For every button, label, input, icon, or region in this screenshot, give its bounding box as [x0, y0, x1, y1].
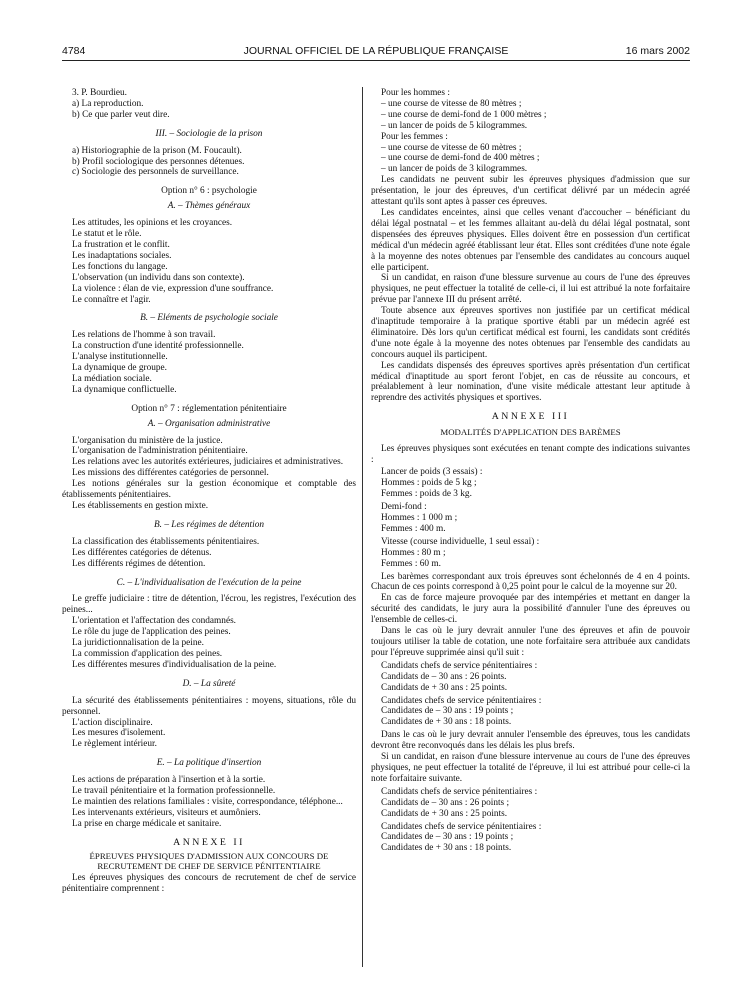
list-item: Femmes : 400 m.	[381, 523, 446, 534]
list-item: La sécurité des établissements pénitentiaires : moyens, situations, rôle du personnel.	[62, 695, 356, 717]
list-item: La construction d'une identité professionnelle.	[72, 341, 244, 352]
list-item: – une course de vitesse de 60 mètres ;	[381, 142, 522, 153]
list-item: Les attitudes, les opinions et les croyances.	[72, 218, 233, 229]
score-title: Candidates chefs de service pénitentiaires :	[381, 695, 542, 706]
subsection-heading: E. – La politique d'insertion	[156, 758, 262, 769]
subsection-heading: A. – Organisation administrative	[147, 418, 271, 429]
header-rule	[62, 60, 690, 61]
list-item: L'action disciplinaire.	[72, 717, 153, 728]
list-item: Le statut et le rôle.	[72, 229, 142, 240]
left-column	[62, 88, 356, 895]
list-item: La frustration et le conflit.	[72, 239, 170, 250]
score-item: Candidats de – 30 ans : 26 points ;	[381, 797, 510, 808]
list-item: a) Historiographie de la prison (M. Foucault).	[72, 145, 242, 156]
list-item: La dynamique de groupe.	[72, 363, 168, 374]
list-item: Femmes : 60 m.	[381, 558, 441, 569]
list-intro: Pour les femmes :	[381, 131, 448, 142]
paragraph: Les candidats dispensés des épreuves sportives après présentation d'un certificat médical d'inaptitude au sport feront l'objet, en cas de réussite au concours, et préalablement à leur nomination, d'une visite médicale attestant leur aptitude à reprendre des activités physiques et sportives.	[371, 360, 690, 404]
list-item: Hommes : 80 m ;	[381, 547, 446, 558]
list-item: Les établissements en gestion mixte.	[72, 501, 209, 511]
event-title: Vitesse (course individuelle, 1 seul essai) :	[381, 536, 540, 547]
score-item: Candidates de – 30 ans : 19 points ;	[381, 832, 514, 843]
list-item: – un lancer de poids de 3 kilogrammes.	[381, 164, 528, 175]
list-item: L'observation (un individu dans son contexte).	[72, 272, 245, 283]
annexe-title: ANNEXE II	[173, 836, 245, 848]
list-item: La juridictionnalisation de la peine.	[72, 638, 204, 649]
subsection-heading: B. – Les régimes de détention	[154, 519, 264, 530]
list-item: Le greffe judiciaire : titre de détention, l'écrou, les registres, l'exécution des peines...	[62, 594, 356, 616]
list-item: Hommes : 1 000 m ;	[381, 513, 458, 524]
list-item: Le règlement intérieur.	[72, 739, 157, 750]
list-item: Les mesures d'isolement.	[72, 728, 166, 739]
list-item: c) Sociologie des personnels de surveillance.	[72, 167, 239, 178]
option-heading: Option n° 6 : psychologie	[161, 186, 257, 197]
paragraph: Si un candidat, en raison d'une blessure survenue au cours de l'une des épreuves physiques, ne peut effectuer la totalité de celle-ci, il lui est attribué la note forfaitaire prévue par l'annexe III du présent arrêté.	[371, 273, 690, 306]
list-item: – une course de demi-fond de 400 mètres ;	[381, 153, 540, 164]
paragraph: Toute absence aux épreuves sportives non justifiée par un certificat médical d'inaptitude temporaire à la pratique sportive établi par un médecin agréé est éliminatoire. Dès lors qu'un certificat médical est fourni, les candidats sont crédités d'une note égale à la moyenne des notes obtenues par l'ensemble des candidats au concours auquel ils participent.	[371, 306, 690, 360]
paragraph: Les épreuves physiques sont exécutées en tenant compte des indications suivantes :	[371, 443, 690, 465]
score-title: Candidats chefs de service pénitentiaires :	[381, 660, 538, 671]
journal-title: JOURNAL OFFICIEL DE LA RÉPUBLIQUE FRANÇAISE	[243, 45, 509, 57]
list-item: Les missions des différentes catégories de personnel.	[72, 468, 269, 479]
right-column	[371, 88, 690, 854]
list-item: Les relations de l'homme à son travail.	[72, 330, 216, 341]
issue-date: 16 mars 2002	[625, 45, 690, 57]
list-intro: Pour les hommes :	[381, 88, 450, 98]
list-item: La violence : élan de vie, expression d'une souffrance.	[72, 283, 274, 294]
list-item: Les notions générales sur la gestion économique et comptable des établissements pénitentiaires.	[62, 479, 356, 501]
list-item: Le travail pénitentiaire et la formation professionnelle.	[72, 786, 276, 797]
section-heading: III. – Sociologie de la prison	[155, 128, 263, 139]
list-item: Hommes : poids de 5 kg ;	[381, 478, 477, 489]
paragraph: En cas de force majeure provoquée par des intempéries et mettant en danger la sécurité des candidats, le jury aura la possibilité d'annuler l'une des épreuves ou l'ensemble de celles-ci.	[371, 593, 690, 626]
list-item: Les inadaptations sociales.	[72, 250, 172, 261]
list-item: Le connaître et l'agir.	[72, 294, 151, 305]
event-title: Demi-fond :	[381, 502, 427, 513]
score-item: Candidats de – 30 ans : 26 points.	[381, 671, 507, 682]
list-item: – une course de vitesse de 80 mètres ;	[381, 98, 522, 109]
option-heading: Option n° 7 : réglementation pénitentiaire	[131, 403, 287, 414]
list-item: – une course de demi-fond de 1 000 mètres ;	[381, 109, 547, 120]
list-item: La médiation sociale.	[72, 373, 152, 384]
list-item: Les intervenants extérieurs, visiteurs et aumôniers.	[72, 807, 261, 818]
list-item: a) La reproduction.	[72, 98, 144, 109]
score-item: Candidates de – 30 ans : 19 points ;	[381, 706, 514, 717]
list-item: La classification des établissements pénitentiaires.	[72, 536, 260, 547]
event-title: Lancer de poids (3 essais) :	[381, 467, 483, 478]
score-title: Candidates chefs de service pénitentiaires :	[381, 821, 542, 832]
subsection-heading: D. – La sûreté	[182, 678, 236, 689]
list-item: La dynamique conflictuelle.	[72, 384, 177, 395]
list-item: b) Ce que parler veut dire.	[72, 109, 170, 120]
subsection-heading: C. – L'individualisation de l'exécution de la peine	[116, 577, 302, 588]
list-item: L'organisation de l'administration pénitentiaire.	[72, 446, 248, 457]
paragraph: Les candidats ne peuvent subir les épreuves physiques d'admission que sur présentation, le jour des épreuves, d'un certificat délivré par un médecin agréé attestant qu'ils sont aptes à passer ces épreuves.	[371, 175, 690, 208]
page-number: 4784	[62, 45, 86, 57]
list-item: Les fonctions du langage.	[72, 261, 168, 272]
list-item: Le rôle du juge de l'application des peines.	[72, 627, 231, 638]
list-item: Les actions de préparation à l'insertion et à la sortie.	[72, 775, 266, 786]
list-item: 3. P. Bourdieu.	[72, 88, 128, 98]
list-item: La prise en charge médicale et sanitaire.	[72, 818, 222, 829]
list-item: La commission d'application des peines.	[72, 648, 223, 659]
page-header	[62, 45, 690, 59]
subsection-heading: B. – Eléments de psychologie sociale	[140, 313, 278, 324]
list-item: L'analyse institutionnelle.	[72, 352, 168, 363]
paragraph: Dans le cas où le jury devrait annuler l'une des épreuves et afin de pouvoir toujours utiliser la table de cotation, une note forfaitaire sera attribuée aux candidats pour l'épreuve supprimée ainsi qu'il suit :	[371, 626, 690, 658]
score-item: Candidates de + 30 ans : 18 points.	[381, 717, 512, 728]
list-item: b) Profil sociologique des personnes détenues.	[72, 156, 245, 167]
subsection-heading: A. – Thèmes généraux	[167, 201, 251, 212]
paragraph: Si un candidat, en raison d'une blessure intervenue au cours de l'une des épreuves physiques, ne peut effectuer la totalité de l'épreuve, il lui est attribué pour celle-ci la note forfaitaire suivante.	[371, 752, 690, 784]
paragraph: Les candidates enceintes, ainsi que celles venant d'accoucher – bénéficiant du délai légal postnatal – et les femmes allaitant au-delà du délai légal postnatal, sont dispensées des épreuves physiques. Elles doivent être en possession d'un certificat médical d'un médecin agréé établissant leur état. Elles sont créditées d'une note égale à la moyenne des notes obtenues par l'ensemble des candidates au concours auquel elle participent.	[371, 207, 690, 273]
score-item: Candidats de + 30 ans : 25 points.	[381, 808, 508, 819]
list-item: Femmes : poids de 3 kg.	[381, 489, 472, 500]
list-item: Les relations avec les autorités extérieures, judiciaires et administratives.	[72, 457, 344, 468]
paragraph: Dans le cas où le jury devrait annuler l'ensemble des épreuves, tous les candidats devront être reconvoqués dans les délais les plus brefs.	[371, 730, 690, 752]
score-item: Candidates de + 30 ans : 18 points.	[381, 843, 512, 854]
annexe-title: ANNEXE III	[491, 411, 570, 423]
annexe-subtitle: ÉPREUVES PHYSIQUES D'ADMISSION AUX CONCOURS DE RECRUTEMENT DE CHEF DE SERVICE PÉNITENTIAIRE	[89, 850, 329, 871]
list-item: Le maintien des relations familiales : visite, correspondance, téléphone...	[72, 796, 343, 807]
list-item: Les différentes mesures d'individualisation de la peine.	[72, 659, 277, 670]
list-item: – un lancer de poids de 5 kilogrammes.	[381, 120, 528, 131]
score-item: Candidats de + 30 ans : 25 points.	[381, 682, 508, 693]
annexe-subtitle: MODALITÉS D'APPLICATION DES BARÈMES	[440, 427, 621, 438]
list-item: L'organisation du ministère de la justice.	[72, 435, 223, 446]
list-item: Les différents régimes de détention.	[72, 558, 206, 569]
paragraph: Les épreuves physiques des concours de recrutement de chef de service pénitentiaire comprennent :	[62, 873, 356, 895]
list-item: L'orientation et l'affectation des condamnés.	[72, 616, 237, 627]
paragraph: Les barèmes correspondant aux trois épreuves sont échelonnés de 4 en 4 points. Chacun de ces points correspond à 0,25 point pour le calcul de la moyenne sur 20.	[371, 571, 690, 593]
list-item: Les différentes catégories de détenus.	[72, 547, 212, 558]
column-divider	[362, 87, 363, 967]
score-title: Candidats chefs de service pénitentiaires :	[381, 786, 538, 797]
